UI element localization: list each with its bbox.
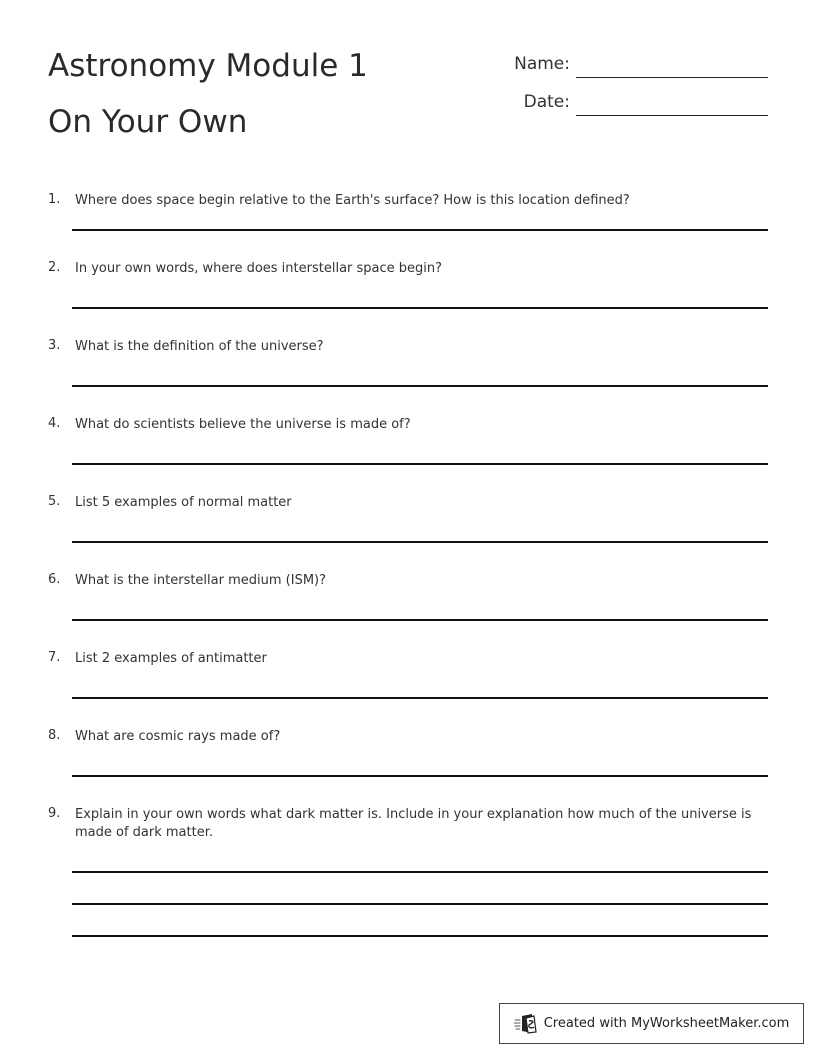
name-label: Name:: [514, 54, 570, 74]
footer-text: Created with MyWorksheetMaker.com: [543, 1016, 790, 1031]
worksheet-maker-logo-icon: [514, 1013, 538, 1035]
question-number: 6.: [48, 572, 61, 587]
question-text: Explain in your own words what dark matter is. Include in your explanation how much of the universe is made of dark matter.: [75, 807, 752, 840]
question-number: 1.: [48, 192, 61, 207]
date-field[interactable]: [480, 86, 768, 116]
answer-line-1[interactable]: [72, 229, 768, 231]
answer-line-9b[interactable]: [72, 903, 768, 905]
question-text: In your own words, where does interstellar space begin?: [75, 261, 443, 276]
question-text: List 2 examples of antimatter: [75, 651, 267, 666]
answer-line-9a[interactable]: [72, 871, 768, 873]
question-number: 5.: [48, 494, 61, 509]
question-number: 4.: [48, 416, 61, 431]
answer-line-5[interactable]: [72, 541, 768, 543]
answer-line-6[interactable]: [72, 619, 768, 621]
answer-line-9c[interactable]: [72, 935, 768, 937]
answer-line-8[interactable]: [72, 775, 768, 777]
question-number: 7.: [48, 650, 61, 665]
answer-line-7[interactable]: [72, 697, 768, 699]
answer-line-3[interactable]: [72, 385, 768, 387]
worksheet-title: Astronomy Module 1: [48, 48, 368, 84]
question-text: Where does space begin relative to the Earth's surface? How is this location defined?: [75, 193, 630, 208]
created-with-badge[interactable]: [499, 1003, 804, 1044]
question-text: List 5 examples of normal matter: [75, 495, 292, 510]
question-number: 9.: [48, 806, 61, 821]
worksheet-subtitle: On Your Own: [48, 104, 248, 140]
question-text: What do scientists believe the universe is made of?: [75, 417, 411, 432]
date-input-line[interactable]: [576, 115, 768, 116]
answer-line-4[interactable]: [72, 463, 768, 465]
question-number: 2.: [48, 260, 61, 275]
question-text: What are cosmic rays made of?: [75, 729, 281, 744]
name-input-line[interactable]: [576, 77, 768, 78]
question-number: 8.: [48, 728, 61, 743]
name-field[interactable]: [480, 48, 768, 78]
date-label: Date:: [523, 92, 570, 112]
answer-line-2[interactable]: [72, 307, 768, 309]
question-text: What is the definition of the universe?: [75, 339, 324, 354]
question-number: 3.: [48, 338, 61, 353]
question-text: What is the interstellar medium (ISM)?: [75, 573, 327, 588]
